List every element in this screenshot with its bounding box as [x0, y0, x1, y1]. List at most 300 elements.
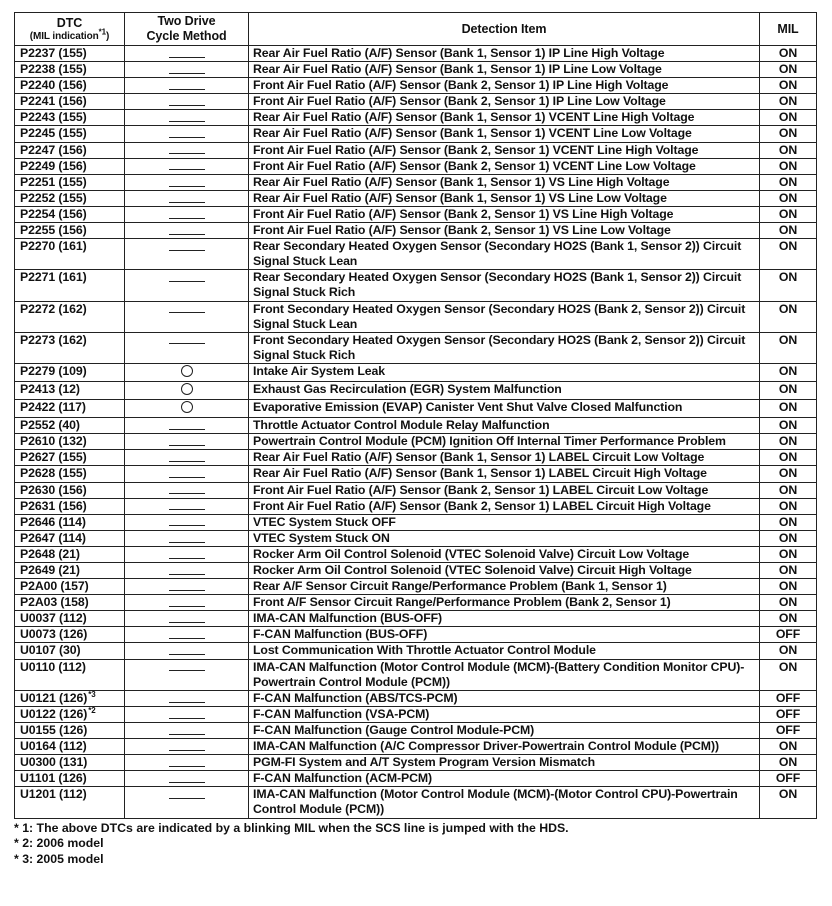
two-drive-cycle-cell — [125, 450, 249, 466]
detection-item: Front Air Fuel Ratio (A/F) Sensor (Bank 2, Sensor 1) LABEL Circuit High Voltage — [249, 498, 760, 514]
two-drive-cycle-cell — [125, 363, 249, 381]
dash-icon — [169, 250, 205, 251]
dtc-code-text: P2271 (161) — [20, 270, 87, 285]
detection-item: PGM-FI System and A/T System Program Version Mismatch — [249, 755, 760, 771]
dash-icon — [169, 461, 205, 462]
dtc-code — [15, 158, 125, 174]
two-drive-cycle-cell — [125, 755, 249, 771]
dtc-code-text: U0122 (126) — [20, 706, 88, 721]
two-drive-cycle-cell — [125, 627, 249, 643]
table-row — [15, 363, 817, 381]
detection-item: Rear Air Fuel Ratio (A/F) Sensor (Bank 1, Sensor 1) IP Line Low Voltage — [249, 62, 760, 78]
mil-status: ON — [760, 110, 817, 126]
dash-icon — [169, 782, 205, 783]
dash-icon — [169, 798, 205, 799]
table-row — [15, 174, 817, 190]
dash-icon — [169, 57, 205, 58]
detection-item: Front A/F Sensor Circuit Range/Performance Problem (Bank 2, Sensor 1) — [249, 595, 760, 611]
table-row — [15, 498, 817, 514]
footnotes — [14, 821, 816, 868]
dtc-code-text: U0110 (112) — [20, 659, 86, 674]
mil-status: OFF — [760, 706, 817, 722]
mil-status: ON — [760, 643, 817, 659]
two-drive-cycle-cell — [125, 706, 249, 722]
dtc-code — [15, 771, 125, 787]
dash-icon — [169, 750, 205, 751]
dtc-code-text: P2270 (161) — [20, 239, 87, 254]
two-drive-cycle-cell — [125, 595, 249, 611]
detection-item: Rear Air Fuel Ratio (A/F) Sensor (Bank 1, Sensor 1) VS Line High Voltage — [249, 174, 760, 190]
dtc-code — [15, 301, 125, 332]
dash-icon — [169, 343, 205, 344]
dtc-code — [15, 46, 125, 62]
dtc-code — [15, 595, 125, 611]
table-row — [15, 301, 817, 332]
header-dtc-sub — [17, 27, 122, 43]
dtc-code — [15, 755, 125, 771]
detection-item: Front Secondary Heated Oxygen Sensor (Secondary HO2S (Bank 2, Sensor 2)) Circuit Signal Stuck Lean — [249, 301, 760, 332]
dash-icon — [169, 137, 205, 138]
table-row — [15, 563, 817, 579]
dtc-code — [15, 498, 125, 514]
dash-icon — [169, 638, 205, 639]
table-row — [15, 530, 817, 546]
dtc-code — [15, 110, 125, 126]
table-row — [15, 514, 817, 530]
dtc-code-text: U1201 (112) — [20, 787, 87, 802]
two-drive-cycle-cell — [125, 771, 249, 787]
dtc-code-text: P2610 (132) — [20, 434, 87, 449]
dtc-footnote-ref: *3 — [88, 689, 96, 699]
mil-status: ON — [760, 301, 817, 332]
detection-item: IMA-CAN Malfunction (Motor Control Module (MCM)-(Battery Condition Monitor CPU)-Powertrain Control Module (PCM)) — [249, 659, 760, 690]
dtc-code — [15, 332, 125, 363]
mil-status: ON — [760, 381, 817, 399]
dash-icon — [169, 493, 205, 494]
dtc-code-text: P2240 (156) — [20, 78, 87, 93]
table-row — [15, 546, 817, 562]
dash-icon — [169, 202, 205, 203]
detection-item: Rear Air Fuel Ratio (A/F) Sensor (Bank 1, Sensor 1) LABEL Circuit High Voltage — [249, 466, 760, 482]
detection-item: Rear Secondary Heated Oxygen Sensor (Secondary HO2S (Bank 1, Sensor 2)) Circuit Signal Stuck Lean — [249, 239, 760, 270]
dtc-code — [15, 722, 125, 738]
header-two-drive — [125, 13, 249, 46]
dash-icon — [169, 525, 205, 526]
dtc-code-text: P2646 (114) — [20, 514, 86, 529]
table-row — [15, 595, 817, 611]
detection-item: Exhaust Gas Recirculation (EGR) System Malfunction — [249, 381, 760, 399]
detection-item: Rear Air Fuel Ratio (A/F) Sensor (Bank 1, Sensor 1) VCENT Line High Voltage — [249, 110, 760, 126]
dtc-code-text: P2245 (155) — [20, 126, 87, 141]
two-drive-cycle-cell — [125, 190, 249, 206]
dtc-code-text: P2647 (114) — [20, 530, 86, 545]
mil-status: ON — [760, 400, 817, 418]
table-row — [15, 78, 817, 94]
dtc-code-text: P2631 (156) — [20, 498, 87, 513]
dtc-code — [15, 62, 125, 78]
header-dtc-sub-text: (MIL indication — [29, 30, 99, 42]
mil-status: ON — [760, 418, 817, 434]
mil-status: ON — [760, 363, 817, 381]
dash-icon — [169, 702, 205, 703]
table-row — [15, 579, 817, 595]
two-drive-cycle-cell — [125, 546, 249, 562]
dtc-code-text: P2254 (156) — [20, 206, 87, 221]
table-row — [15, 482, 817, 498]
two-drive-cycle-cell — [125, 563, 249, 579]
mil-status: ON — [760, 206, 817, 222]
two-drive-cycle-cell — [125, 174, 249, 190]
dtc-code-text: P2243 (155) — [20, 110, 87, 125]
dtc-code — [15, 239, 125, 270]
two-drive-cycle-cell — [125, 94, 249, 110]
dtc-table — [14, 12, 817, 819]
two-drive-cycle-cell — [125, 332, 249, 363]
dash-icon — [169, 734, 205, 735]
mil-status: ON — [760, 466, 817, 482]
table-row — [15, 158, 817, 174]
dash-icon — [169, 73, 205, 74]
dtc-code-text: U0300 (131) — [20, 755, 88, 770]
mil-status: ON — [760, 563, 817, 579]
dash-icon — [169, 670, 205, 671]
two-drive-cycle-cell — [125, 611, 249, 627]
table-row — [15, 739, 817, 755]
two-drive-cycle-cell — [125, 579, 249, 595]
detection-item: Front Air Fuel Ratio (A/F) Sensor (Bank 2, Sensor 1) LABEL Circuit Low Voltage — [249, 482, 760, 498]
dtc-code — [15, 174, 125, 190]
header-dtc — [15, 13, 125, 46]
table-row — [15, 126, 817, 142]
mil-status: ON — [760, 46, 817, 62]
dash-icon — [169, 89, 205, 90]
dash-icon — [169, 153, 205, 154]
dtc-code — [15, 466, 125, 482]
dtc-code — [15, 126, 125, 142]
header-dtc-sub-end: ) — [106, 30, 110, 42]
dash-icon — [169, 105, 205, 106]
table-row — [15, 94, 817, 110]
dash-icon — [169, 590, 205, 591]
detection-item: IMA-CAN Malfunction (BUS-OFF) — [249, 611, 760, 627]
dash-icon — [169, 718, 205, 719]
mil-status: ON — [760, 739, 817, 755]
table-row — [15, 627, 817, 643]
table-row — [15, 787, 817, 818]
dtc-code-text: P2A03 (158) — [20, 595, 89, 610]
table-row — [15, 643, 817, 659]
mil-status: ON — [760, 530, 817, 546]
two-drive-cycle-cell — [125, 787, 249, 818]
table-row — [15, 434, 817, 450]
two-drive-cycle-cell — [125, 418, 249, 434]
table-row — [15, 611, 817, 627]
table-row — [15, 206, 817, 222]
detection-item: VTEC System Stuck ON — [249, 530, 760, 546]
two-drive-cycle-cell — [125, 78, 249, 94]
two-drive-cycle-cell — [125, 659, 249, 690]
mil-status: ON — [760, 142, 817, 158]
mil-status: ON — [760, 174, 817, 190]
dtc-code — [15, 706, 125, 722]
detection-item: Evaporative Emission (EVAP) Canister Vent Shut Valve Closed Malfunction — [249, 400, 760, 418]
two-drive-cycle-cell — [125, 126, 249, 142]
mil-status: ON — [760, 579, 817, 595]
table-row — [15, 62, 817, 78]
detection-item: Front Air Fuel Ratio (A/F) Sensor (Bank 2, Sensor 1) VS Line Low Voltage — [249, 223, 760, 239]
detection-item: Rear Air Fuel Ratio (A/F) Sensor (Bank 1, Sensor 1) VS Line Low Voltage — [249, 190, 760, 206]
detection-item: Front Air Fuel Ratio (A/F) Sensor (Bank 2, Sensor 1) VS Line High Voltage — [249, 206, 760, 222]
dtc-code — [15, 223, 125, 239]
dtc-code-text: P2241 (156) — [20, 94, 87, 109]
two-drive-cycle-cell — [125, 400, 249, 418]
dtc-code — [15, 690, 125, 706]
dtc-code-text: P2273 (162) — [20, 332, 87, 347]
two-drive-cycle-cell — [125, 270, 249, 301]
dtc-code-text: P2279 (109) — [20, 363, 87, 378]
detection-item: Front Air Fuel Ratio (A/F) Sensor (Bank 2, Sensor 1) VCENT Line High Voltage — [249, 142, 760, 158]
mil-status: ON — [760, 787, 817, 818]
header-dtc-label: DTC — [56, 15, 83, 30]
detection-item: Rear A/F Sensor Circuit Range/Performance Problem (Bank 1, Sensor 1) — [249, 579, 760, 595]
detection-item: Rear Air Fuel Ratio (A/F) Sensor (Bank 1, Sensor 1) LABEL Circuit Low Voltage — [249, 450, 760, 466]
two-drive-cycle-cell — [125, 482, 249, 498]
header-two-drive-line2: Cycle Method — [146, 29, 227, 43]
dtc-code — [15, 381, 125, 399]
mil-status: OFF — [760, 627, 817, 643]
dtc-code-text: P2648 (21) — [20, 546, 80, 561]
dtc-code-text: P2627 (155) — [20, 450, 87, 465]
circle-icon — [181, 401, 193, 413]
detection-item: IMA-CAN Malfunction (Motor Control Module (MCM)-(Motor Control CPU)-Powertrain Control Module (PCM)) — [249, 787, 760, 818]
dash-icon — [169, 477, 205, 478]
table-row — [15, 142, 817, 158]
dtc-code — [15, 142, 125, 158]
mil-status: OFF — [760, 722, 817, 738]
dtc-code-text: P2237 (155) — [20, 46, 87, 60]
dash-icon — [169, 542, 205, 543]
dash-icon — [169, 558, 205, 559]
two-drive-cycle-cell — [125, 690, 249, 706]
dash-icon — [169, 622, 205, 623]
table-row — [15, 381, 817, 399]
dtc-code — [15, 530, 125, 546]
detection-item: Throttle Actuator Control Module Relay Malfunction — [249, 418, 760, 434]
detection-item: Rear Air Fuel Ratio (A/F) Sensor (Bank 1, Sensor 1) IP Line High Voltage — [249, 46, 760, 62]
detection-item: F-CAN Malfunction (Gauge Control Module-PCM) — [249, 722, 760, 738]
mil-status: ON — [760, 332, 817, 363]
dtc-code — [15, 78, 125, 94]
dtc-code-text: U0121 (126) — [20, 690, 88, 705]
detection-item: F-CAN Malfunction (ACM-PCM) — [249, 771, 760, 787]
two-drive-cycle-cell — [125, 110, 249, 126]
dtc-code — [15, 190, 125, 206]
dash-icon — [169, 606, 205, 607]
dash-icon — [169, 766, 205, 767]
dtc-code-text: P2A00 (157) — [20, 579, 89, 594]
dtc-code — [15, 514, 125, 530]
header-detection-item: Detection Item — [249, 13, 760, 46]
table-row — [15, 46, 817, 62]
dtc-code-text: P2628 (155) — [20, 466, 87, 481]
table-header-row — [15, 13, 817, 46]
dtc-footnote-ref: *2 — [88, 705, 96, 715]
table-row — [15, 270, 817, 301]
mil-status: ON — [760, 239, 817, 270]
detection-item: Intake Air System Leak — [249, 363, 760, 381]
two-drive-cycle-cell — [125, 301, 249, 332]
detection-item: Front Air Fuel Ratio (A/F) Sensor (Bank 2, Sensor 1) VCENT Line Low Voltage — [249, 158, 760, 174]
dtc-code — [15, 579, 125, 595]
mil-status: ON — [760, 158, 817, 174]
detection-item: Powertrain Control Module (PCM) Ignition Off Internal Timer Performance Problem — [249, 434, 760, 450]
detection-item: Front Air Fuel Ratio (A/F) Sensor (Bank 2, Sensor 1) IP Line Low Voltage — [249, 94, 760, 110]
detection-item: VTEC System Stuck OFF — [249, 514, 760, 530]
mil-status: ON — [760, 514, 817, 530]
two-drive-cycle-cell — [125, 206, 249, 222]
two-drive-cycle-cell — [125, 381, 249, 399]
dtc-code-text: U1101 (126) — [20, 771, 87, 786]
table-body — [15, 46, 817, 819]
mil-status: ON — [760, 482, 817, 498]
dash-icon — [169, 169, 205, 170]
dtc-code-text: P2255 (156) — [20, 223, 87, 238]
mil-status: ON — [760, 434, 817, 450]
two-drive-cycle-cell — [125, 434, 249, 450]
two-drive-cycle-cell — [125, 466, 249, 482]
dtc-table-sheet — [14, 12, 816, 867]
mil-status: ON — [760, 78, 817, 94]
detection-item: Lost Communication With Throttle Actuator Control Module — [249, 643, 760, 659]
detection-item: Rear Air Fuel Ratio (A/F) Sensor (Bank 1, Sensor 1) VCENT Line Low Voltage — [249, 126, 760, 142]
mil-status: ON — [760, 223, 817, 239]
dtc-code — [15, 643, 125, 659]
dtc-code-text: P2422 (117) — [20, 400, 86, 415]
table-row — [15, 722, 817, 738]
dtc-code — [15, 206, 125, 222]
two-drive-cycle-cell — [125, 239, 249, 270]
dash-icon — [169, 429, 205, 430]
table-row — [15, 110, 817, 126]
table-row — [15, 771, 817, 787]
mil-status: ON — [760, 270, 817, 301]
two-drive-cycle-cell — [125, 158, 249, 174]
mil-status: ON — [760, 126, 817, 142]
two-drive-cycle-cell — [125, 739, 249, 755]
two-drive-cycle-cell — [125, 498, 249, 514]
dtc-code-text: P2649 (21) — [20, 563, 80, 577]
dash-icon — [169, 121, 205, 122]
two-drive-cycle-cell — [125, 223, 249, 239]
two-drive-cycle-cell — [125, 46, 249, 62]
detection-item: F-CAN Malfunction (ABS/TCS-PCM) — [249, 690, 760, 706]
mil-status: ON — [760, 450, 817, 466]
dtc-code-text: U0155 (126) — [20, 722, 88, 737]
mil-status: ON — [760, 659, 817, 690]
dtc-code — [15, 482, 125, 498]
table-row — [15, 690, 817, 706]
mil-status: OFF — [760, 771, 817, 787]
mil-status: OFF — [760, 690, 817, 706]
dtc-code — [15, 400, 125, 418]
dtc-code — [15, 787, 125, 818]
table-row — [15, 706, 817, 722]
dtc-code — [15, 659, 125, 690]
detection-item: Front Secondary Heated Oxygen Sensor (Secondary HO2S (Bank 2, Sensor 2)) Circuit Signal Stuck Rich — [249, 332, 760, 363]
dtc-code — [15, 270, 125, 301]
dtc-code — [15, 627, 125, 643]
table-row — [15, 466, 817, 482]
dtc-code-text: P2247 (156) — [20, 142, 87, 157]
dtc-code — [15, 450, 125, 466]
mil-status: ON — [760, 62, 817, 78]
dtc-code-text: P2238 (155) — [20, 62, 87, 77]
table-row — [15, 190, 817, 206]
footnote-2: * 2: 2006 model — [14, 836, 104, 850]
dtc-code-text: P2251 (155) — [20, 174, 87, 189]
header-mil: MIL — [760, 13, 817, 46]
dtc-code-text: P2413 (12) — [20, 381, 80, 396]
two-drive-cycle-cell — [125, 142, 249, 158]
two-drive-cycle-cell — [125, 722, 249, 738]
dash-icon — [169, 312, 205, 313]
dtc-code — [15, 563, 125, 579]
dash-icon — [169, 574, 205, 575]
dtc-code — [15, 546, 125, 562]
circle-icon — [181, 365, 193, 377]
dtc-code — [15, 611, 125, 627]
detection-item: Front Air Fuel Ratio (A/F) Sensor (Bank 2, Sensor 1) IP Line High Voltage — [249, 78, 760, 94]
footnote-1: * 1: The above DTCs are indicated by a blinking MIL when the SCS line is jumped with the HDS. — [14, 820, 569, 835]
dtc-code-text: P2552 (40) — [20, 418, 80, 433]
dtc-code-text: U0164 (112) — [20, 739, 87, 754]
dtc-code-text: P2630 (156) — [20, 482, 87, 497]
dash-icon — [169, 186, 205, 187]
dash-icon — [169, 445, 205, 446]
two-drive-cycle-cell — [125, 62, 249, 78]
mil-status: ON — [760, 546, 817, 562]
dash-icon — [169, 509, 205, 510]
table-row — [15, 418, 817, 434]
dtc-code-text: P2252 (155) — [20, 190, 87, 205]
detection-item: Rocker Arm Oil Control Solenoid (VTEC Solenoid Valve) Circuit High Voltage — [249, 563, 760, 579]
two-drive-cycle-cell — [125, 530, 249, 546]
dtc-code — [15, 418, 125, 434]
header-dtc-sup: *1 — [98, 27, 106, 37]
detection-item: F-CAN Malfunction (BUS-OFF) — [249, 627, 760, 643]
table-row — [15, 223, 817, 239]
mil-status: ON — [760, 498, 817, 514]
detection-item: Rocker Arm Oil Control Solenoid (VTEC Solenoid Valve) Circuit Low Voltage — [249, 546, 760, 562]
table-row — [15, 755, 817, 771]
mil-status: ON — [760, 595, 817, 611]
mil-status: ON — [760, 755, 817, 771]
two-drive-cycle-cell — [125, 643, 249, 659]
table-row — [15, 239, 817, 270]
dash-icon — [169, 218, 205, 219]
detection-item: F-CAN Malfunction (VSA-PCM) — [249, 706, 760, 722]
dtc-code-text: P2249 (156) — [20, 158, 87, 173]
dtc-code-text: U0037 (112) — [20, 611, 87, 626]
dtc-code — [15, 434, 125, 450]
detection-item: IMA-CAN Malfunction (A/C Compressor Driver-Powertrain Control Module (PCM)) — [249, 739, 760, 755]
dtc-code — [15, 363, 125, 381]
header-two-drive-line1: Two Drive — [157, 14, 216, 28]
table-row — [15, 659, 817, 690]
circle-icon — [181, 383, 193, 395]
dtc-code-text: P2272 (162) — [20, 301, 87, 316]
mil-status: ON — [760, 190, 817, 206]
